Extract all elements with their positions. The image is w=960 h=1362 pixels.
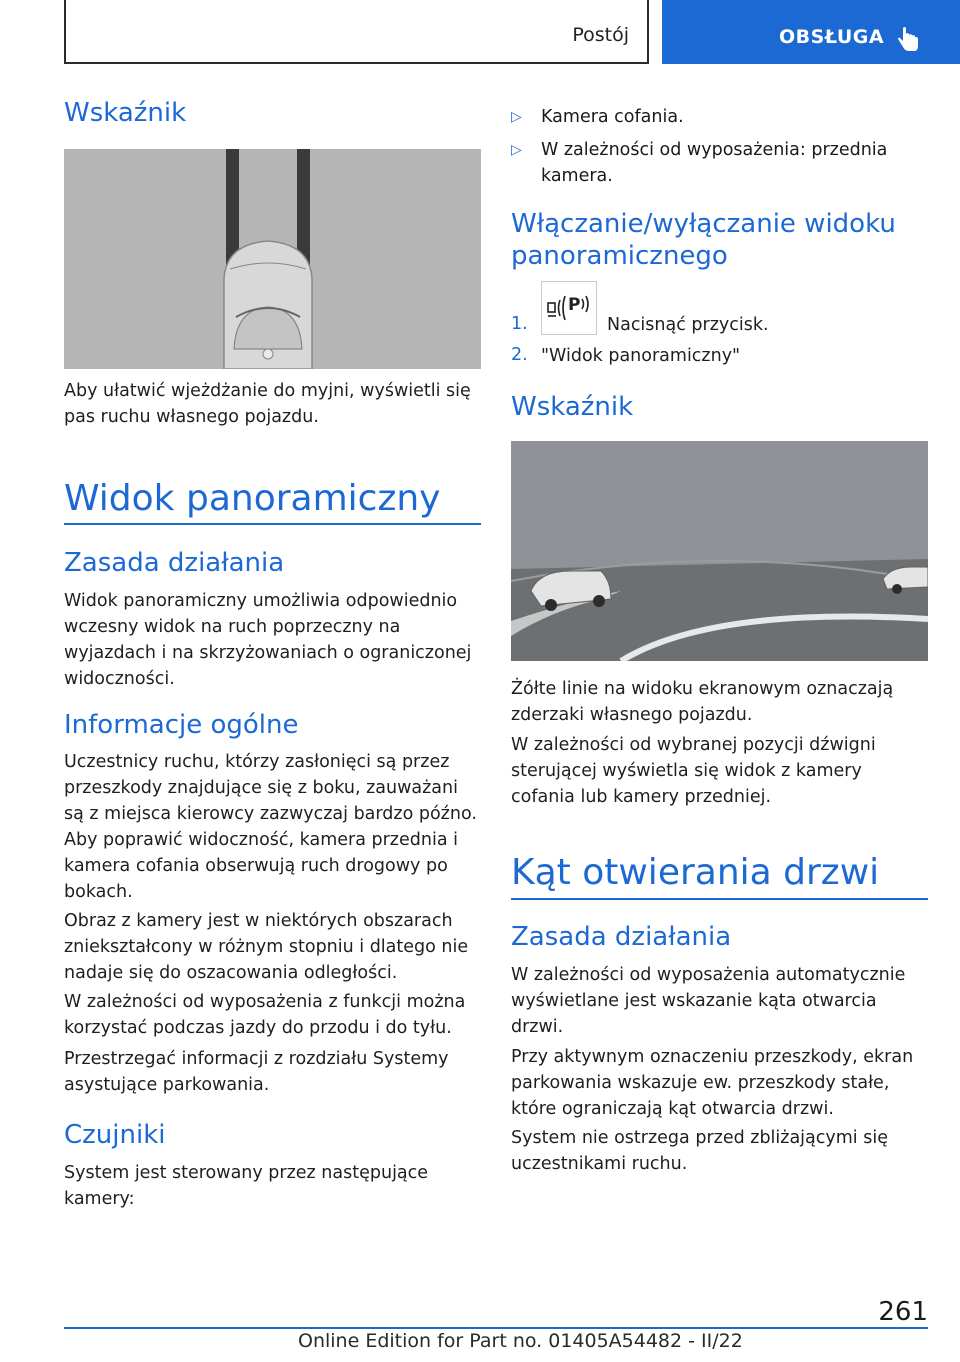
panorama-button-icon (541, 281, 597, 335)
paragraph-info-4: Przestrzegać informacji z rozdziału Systemy asystujące parkowania. (64, 1049, 449, 1095)
paragraph-info-3: W zależności od wyposażenia z funkcji można korzystać podczas jazdy do przodu i do tyłu. (64, 992, 466, 1038)
hand-pointer-icon (896, 26, 920, 54)
heading-informacje: Informacje ogólne (64, 710, 299, 740)
footer-edition: Online Edition for Part no. 01405A54482 - II/22 (298, 1330, 743, 1352)
heading-wskaznik-2: Wskaźnik (511, 392, 634, 422)
heading-wskaznik: Wskaźnik (64, 98, 187, 128)
step-number: 2. (511, 345, 528, 365)
page-number: 261 (878, 1297, 928, 1327)
heading-zasada: Zasada działania (64, 548, 285, 578)
paragraph-wskaznik: Aby ułatwić wjeżdżanie do myjni, wyświetli się pas ruchu własnego pojazdu. (64, 381, 471, 427)
header-section-title: Postój (572, 24, 629, 46)
heading-czujniki: Czujniki (64, 1120, 166, 1150)
footer-rule (64, 1327, 928, 1329)
paragraph-wskaznik-1: Żółte linie na widoku ekranowym oznaczają zderzaki własnego pojazdu. (511, 679, 894, 725)
paragraph-kat-3: System nie ostrzega przed zbliżającymi się uczestnikami ruchu. (511, 1128, 888, 1174)
header-section-tab (64, 0, 649, 64)
triangle-bullet-icon: ▷ (511, 109, 522, 125)
svg-text:P: P (568, 295, 581, 315)
header-chapter-title: OBSŁUGA (779, 26, 885, 48)
paragraph-czujniki: System jest sterowany przez następujące kamery: (64, 1163, 429, 1209)
panorama-view-image (511, 441, 928, 661)
wash-lane-image (64, 149, 481, 369)
list-item: ▷ Kamera cofania. (511, 104, 928, 130)
paragraph-kat-1: W zależności od wyposażenia automatycznie wyświetlane jest wskazanie kąta otwarcia drzwi. (511, 965, 906, 1037)
heading-widok-panoramiczny: Widok panoramiczny (64, 478, 441, 519)
heading-rule (64, 523, 481, 525)
paragraph-zasada: Widok panoramiczny umożliwia odpowiednio wczesny widok na ruch poprzeczny na wyjazdach i na skrzyżowaniach o ograniczonej widoczności. (64, 591, 472, 689)
step-text: "Widok panoramiczny" (541, 346, 741, 366)
heading-zasada-2: Zasada działania (511, 922, 732, 952)
step-text: Nacisnąć przycisk. (607, 315, 769, 335)
heading-wlaczanie: Włączanie/wyłączanie widoku panoramicznego (511, 209, 896, 271)
paragraph-info-2: Obraz z kamery jest w niektórych obszarach zniekształcony w różnym stopniu i dlatego nie nadaje się do oszacowania odległości. (64, 911, 469, 983)
list-item: ▷ W zależności od wyposażenia: przednia kamera. (511, 137, 928, 189)
heading-rule (511, 898, 928, 900)
paragraph-kat-2: Przy aktywnym oznaczeniu przeszkody, ekran parkowania wskazuje ew. przeszkody stałe, które ograniczają kąt otwarcia drzwi. (511, 1047, 914, 1119)
triangle-bullet-icon: ▷ (511, 142, 522, 158)
heading-kat-otwierania: Kąt otwierania drzwi (511, 852, 880, 893)
paragraph-wskaznik-2: W zależności od wybranej pozycji dźwigni sterującej wyświetla się widok z kamery cofania lub kamery przedniej. (511, 735, 876, 807)
step-number: 1. (511, 314, 528, 334)
header-chapter-tab (662, 0, 960, 64)
paragraph-info-1: Uczestnicy ruchu, którzy zasłonięci są przez przeszkody znajdujące się z boku, zauważani są z miejsca kierowcy zazwyczaj bardzo późno. Aby poprawić widoczność, kamera przednia i kamera cofania obserwują ruch drogowy po bokach. (64, 752, 477, 902)
